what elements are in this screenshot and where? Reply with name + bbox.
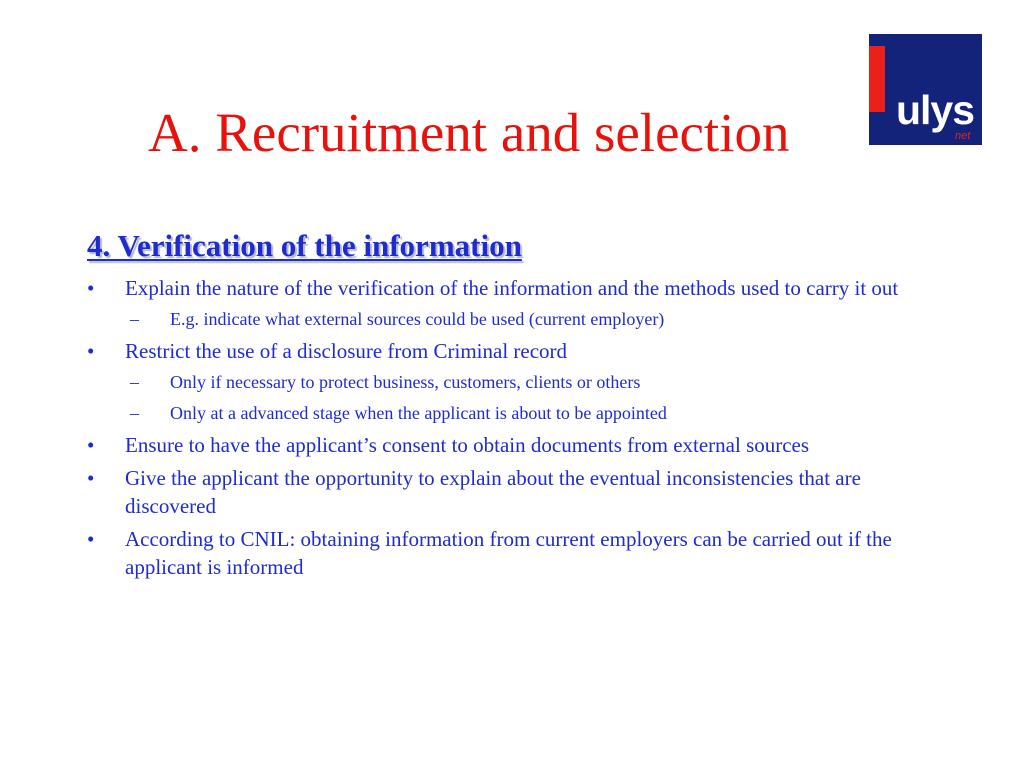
bullet-marker: • [87, 276, 95, 300]
bullet-text: Ensure to have the applicant’s consent to obtain documents from external sources [125, 433, 810, 457]
bullet-text: Restrict the use of a disclosure from Criminal record [125, 339, 568, 363]
bullet-item [87, 274, 947, 332]
sub-bullet-text: Only if necessary to protect business, customers, clients or others [170, 372, 641, 392]
bullet-text: According to CNIL: obtaining information from current employers can be carried out if the applicant is informed [125, 527, 892, 579]
sub-bullet-text: E.g. indicate what external sources could be used (current employer) [170, 309, 665, 329]
slide-title: A. Recruitment and selection [148, 102, 790, 163]
bullet-item [87, 464, 947, 520]
bullet-item [87, 337, 947, 426]
ulys-logo [869, 34, 982, 145]
sub-bullet-item [125, 369, 947, 395]
sub-bullet-marker: – [130, 372, 139, 392]
sub-bullet-marker: – [130, 403, 139, 423]
sub-bullet-list [125, 369, 947, 426]
sub-bullet-item [125, 306, 947, 332]
bullet-text: Give the applicant the opportunity to explain about the eventual inconsistencies that are discovered [125, 466, 861, 518]
bullet-list [87, 274, 947, 581]
sub-bullet-text: Only at a advanced stage when the applicant is about to be appointed [170, 403, 667, 423]
bullet-item [87, 431, 947, 459]
logo-red-bar [869, 46, 885, 112]
sub-bullet-item [125, 400, 947, 426]
sub-bullet-list [125, 306, 947, 332]
bullet-marker: • [87, 466, 95, 490]
bullet-marker: • [87, 433, 95, 457]
slide-body [87, 226, 947, 586]
bullet-marker: • [87, 527, 95, 551]
bullet-text: Explain the nature of the verification of the information and the methods used to carry it out [125, 276, 899, 300]
section-heading: 4. Verification of the information [87, 228, 522, 263]
bullet-item [87, 525, 947, 581]
logo-wordmark: ulys [896, 87, 975, 133]
sub-bullet-marker: – [130, 309, 139, 329]
bullet-marker: • [87, 339, 95, 363]
logo-suffix: net [955, 130, 971, 142]
